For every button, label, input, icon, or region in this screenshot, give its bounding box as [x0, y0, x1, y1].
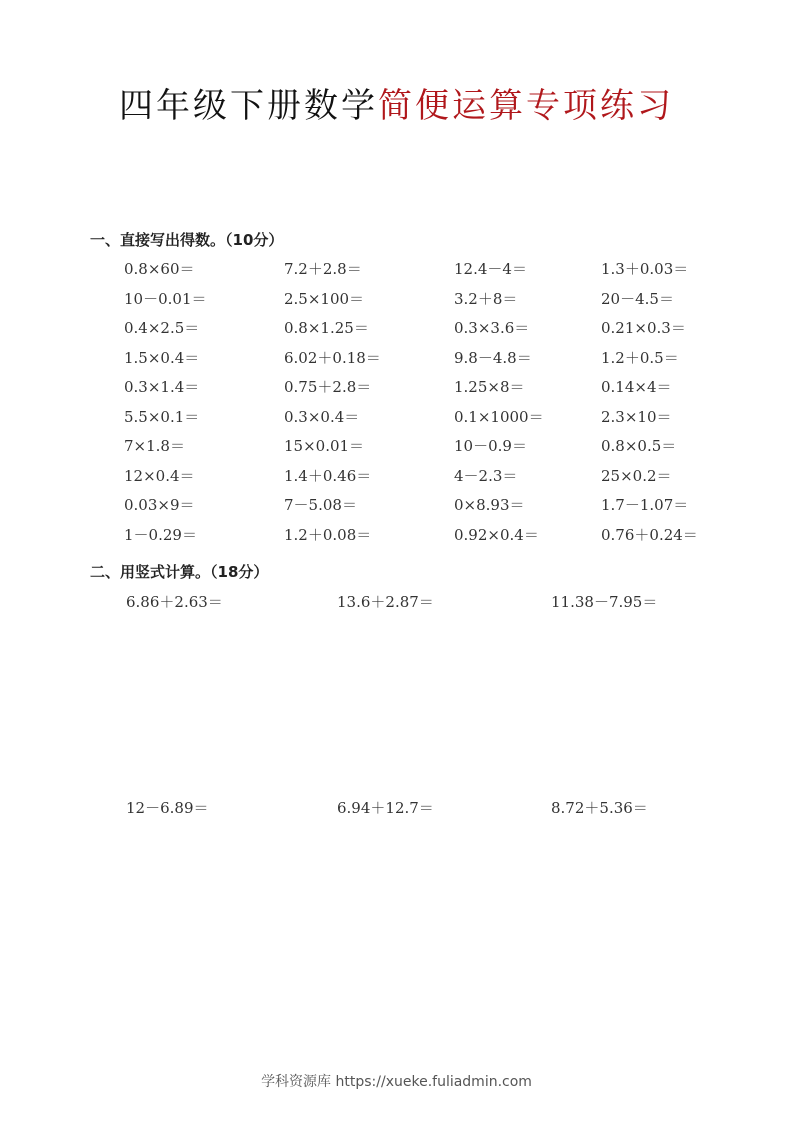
problem-row	[124, 406, 724, 436]
problem-row	[124, 435, 724, 465]
vertical-problem: 8.72＋5.36＝	[551, 799, 648, 817]
problem: 0.03×9＝	[124, 496, 195, 514]
problem: 0.1×1000＝	[454, 407, 544, 426]
problem: 0×8.93＝	[454, 496, 525, 514]
problem: 0.3×1.4＝	[124, 378, 200, 396]
section-1-heading: 一、直接写出得数。（10分）	[90, 231, 284, 249]
problem: 20－4.5＝	[601, 289, 674, 308]
problem: 1.2＋0.08＝	[284, 525, 372, 544]
problem: 6.02＋0.18＝	[284, 348, 381, 367]
problem: 1.2＋0.5＝	[601, 348, 679, 367]
problem: 0.14×4＝	[601, 378, 672, 396]
problem: 0.92×0.4＝	[454, 525, 539, 544]
vertical-problem: 6.86＋2.63＝	[126, 593, 223, 611]
problem-row	[124, 258, 724, 288]
problem-row	[124, 376, 724, 406]
problem: 1.4＋0.46＝	[284, 466, 372, 485]
vertical-problem-row	[124, 797, 724, 821]
problem: 1.3＋0.03＝	[601, 260, 689, 278]
problem: 2.3×10＝	[601, 407, 672, 426]
problem: 3.2＋8＝	[454, 289, 518, 308]
problem: 0.8×1.25＝	[284, 319, 369, 337]
problem: 0.4×2.5＝	[124, 319, 200, 337]
vertical-problem: 13.6＋2.87＝	[337, 593, 434, 611]
problem: 1－0.29＝	[124, 525, 197, 544]
vertical-problem: 6.94＋12.7＝	[337, 799, 434, 817]
problem: 5.5×0.1＝	[124, 407, 200, 426]
problem: 1.25×8＝	[454, 378, 525, 396]
oral-calculation-grid	[124, 258, 724, 553]
problem: 7－5.08＝	[284, 496, 357, 514]
problem-row	[124, 288, 724, 318]
problem: 1.5×0.4＝	[124, 348, 200, 367]
problem-row	[124, 347, 724, 377]
section-2-heading: 二、用竖式计算。（18分）	[90, 563, 269, 581]
problem: 12×0.4＝	[124, 466, 195, 485]
vertical-problem: 12－6.89＝	[126, 799, 209, 817]
problem: 10－0.9＝	[454, 437, 527, 455]
page-title	[0, 78, 793, 127]
problem: 2.5×100＝	[284, 289, 365, 308]
problem-row	[124, 465, 724, 495]
title-accent: 简便运算专项练习	[378, 86, 674, 126]
problem: 15×0.01＝	[284, 437, 365, 455]
problem: 0.76＋0.24＝	[601, 525, 698, 544]
problem: 9.8－4.8＝	[454, 348, 532, 367]
footer-source: 学科资源库 https://xueke.fuliadmin.com	[261, 1074, 532, 1090]
problem-row	[124, 524, 724, 554]
problem: 12.4－4＝	[454, 260, 527, 278]
problem: 0.8×0.5＝	[601, 437, 677, 455]
problem: 0.75＋2.8＝	[284, 378, 372, 396]
problem: 25×0.2＝	[601, 466, 672, 485]
problem: 10－0.01＝	[124, 289, 207, 308]
problem-row	[124, 317, 724, 347]
problem: 1.7－1.07＝	[601, 496, 689, 514]
problem-row	[124, 494, 724, 524]
problem: 0.3×3.6＝	[454, 319, 530, 337]
problem: 0.3×0.4＝	[284, 407, 360, 426]
problem: 7×1.8＝	[124, 437, 185, 455]
problem: 0.21×0.3＝	[601, 319, 686, 337]
problem: 4－2.3＝	[454, 466, 518, 485]
title-main: 四年级下册数学	[119, 86, 378, 126]
problem: 0.8×60＝	[124, 260, 195, 278]
vertical-problem-row	[124, 591, 724, 615]
vertical-problem: 11.38－7.95＝	[551, 593, 658, 611]
problem: 7.2＋2.8＝	[284, 260, 362, 278]
